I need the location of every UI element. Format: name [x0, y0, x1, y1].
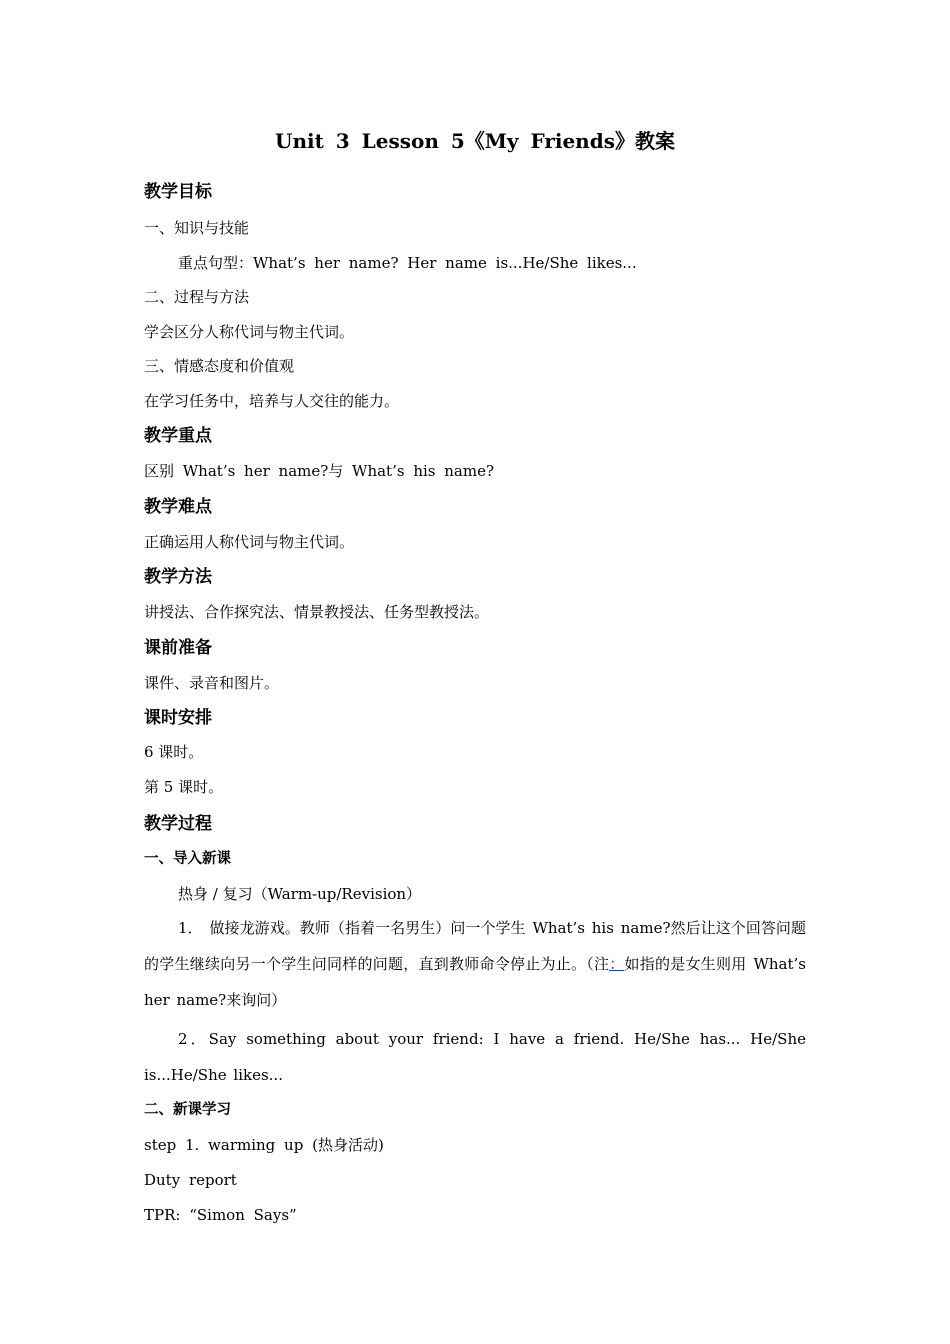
heading-difficulties: 教学难点 — [144, 497, 212, 517]
schedule-current: 第 5 课时。 — [144, 778, 224, 796]
schedule-total: 6 课时。 — [144, 743, 204, 761]
heading-methods: 教学方法 — [144, 567, 212, 587]
process-item-1-part2: 如指的是女生则用 What’s her name?来询问） — [144, 955, 806, 1009]
process-item-1-part1: 1． 做接龙游戏。教师（指着一名男生）问一个学生 What’s his name?然后让这个回答问题的学生继续向另一个学生问同样的问题，直到教师命令停止为止。（注 — [144, 919, 806, 973]
objectives-emotion-label: 三、情感态度和价值观 — [144, 357, 295, 375]
process-warmup-label: 热身 / 复习（Warm-up/Revision） — [178, 885, 422, 903]
process-tpr: TPR: “Simon Says” — [144, 1206, 297, 1224]
methods-text: 讲授法、合作探究法、情景教授法、任务型教授法。 — [144, 603, 490, 621]
key-points-text: 区别 What’s her name?与 What’s his name? — [144, 462, 494, 480]
heading-process: 教学过程 — [144, 814, 212, 834]
preparation-text: 课件、录音和图片。 — [144, 674, 280, 692]
process-step1: step 1. warming up (热身活动) — [144, 1136, 384, 1154]
process-item-1 — [144, 910, 806, 1018]
note-colon: ： — [609, 955, 625, 973]
process-item-2: 2．Say something about your friend: I have a friend. He/She has... He/She is...He/She likes... — [144, 1030, 806, 1084]
objectives-emotion-text: 在学习任务中，培养与人交往的能力。 — [144, 392, 400, 410]
objectives-process-label: 二、过程与方法 — [144, 288, 250, 306]
heading-preparation: 课前准备 — [144, 638, 212, 658]
difficulties-text: 正确运用人称代词与物主代词。 — [144, 533, 355, 551]
document-title: Unit 3 Lesson 5《My Friends》教案 — [275, 129, 675, 153]
process-duty-report: Duty report — [144, 1171, 237, 1189]
heading-schedule: 课时安排 — [144, 708, 212, 728]
heading-objectives: 教学目标 — [144, 182, 212, 202]
objectives-knowledge-label: 一、知识与技能 — [144, 219, 250, 237]
objectives-key-sentence: 重点句型：What’s her name? Her name is...He/She likes... — [178, 254, 637, 272]
heading-key-points: 教学重点 — [144, 426, 212, 446]
process-new-label: 二、新课学习 — [144, 1102, 231, 1118]
process-intro-label: 一、导入新课 — [144, 851, 231, 867]
objectives-process-text: 学会区分人称代词与物主代词。 — [144, 323, 355, 341]
